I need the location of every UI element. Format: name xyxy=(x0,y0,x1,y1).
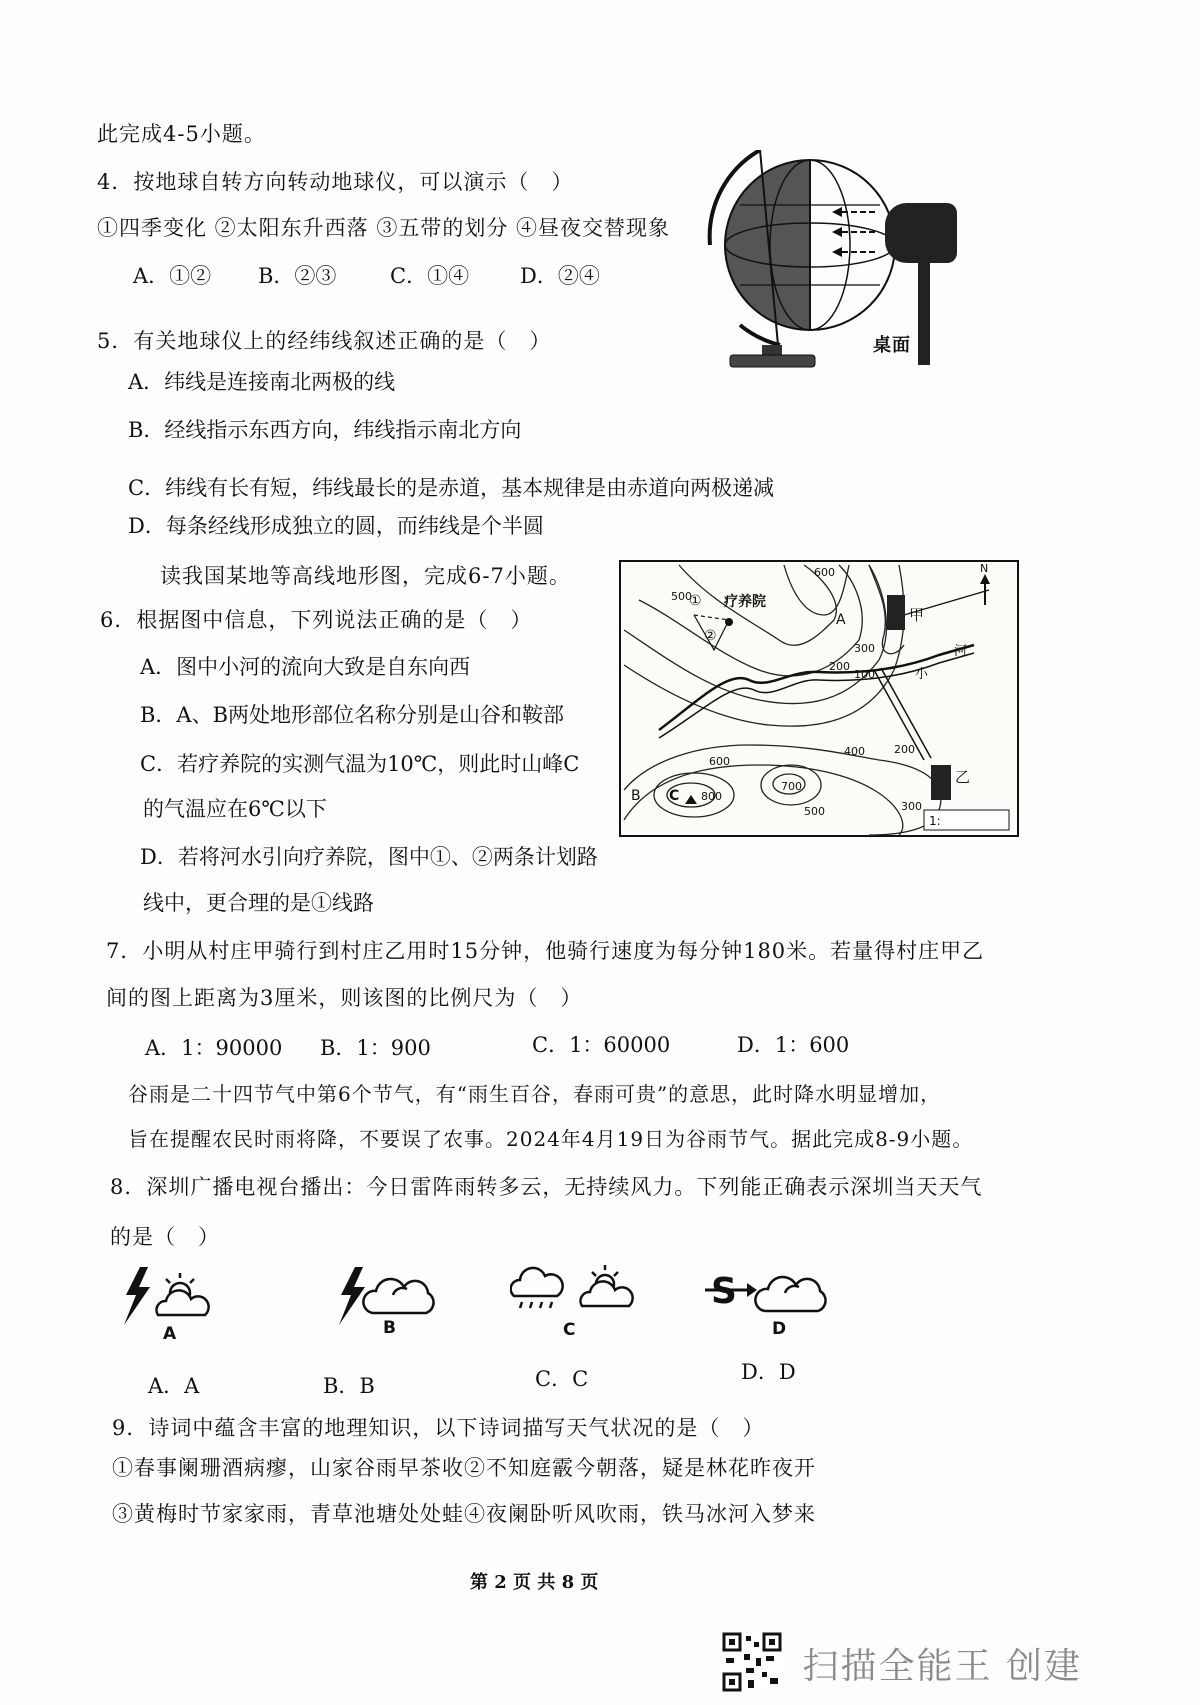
village-yi xyxy=(931,765,951,800)
q7-option-b: B．1：900 xyxy=(320,1036,431,1060)
map-label: N xyxy=(980,562,989,575)
village-jia xyxy=(887,595,905,630)
q6-stem: 6．根据图中信息，下列说法正确的是（ ） xyxy=(100,608,533,632)
map-label: 600 xyxy=(709,755,730,768)
q8-option-b: B．B xyxy=(323,1374,375,1398)
q7-option-a: A．1：90000 xyxy=(145,1036,283,1060)
svg-text:S: S xyxy=(711,1271,737,1312)
map-label: A xyxy=(836,612,846,628)
contour-map xyxy=(619,560,1019,837)
q6-option-b: B．A、B两处地形部位名称分别是山谷和鞍部 xyxy=(140,703,565,727)
map-label: 1: xyxy=(929,814,941,828)
q5-option-b: B．经线指示东西方向，纬线指示南北方向 xyxy=(128,418,522,442)
q8-option-a: A．A xyxy=(148,1374,200,1398)
map-label: 100 xyxy=(854,668,875,681)
wind-icon xyxy=(705,1271,757,1312)
q6-option-d: D．若将河水引向疗养院，图中①、②两条计划路 xyxy=(140,845,598,869)
q6-option-a: A．图中小河的流向大致是自东向西 xyxy=(140,655,471,679)
q7-stem: 7．小明从村庄甲骑行到村庄乙用时15分钟，他骑行速度为每分钟180米。若量得村庄甲乙 xyxy=(106,939,985,963)
q7-option-c: C．1：60000 xyxy=(532,1033,671,1057)
thunder-icon xyxy=(339,1267,365,1325)
rain-icon xyxy=(511,1268,563,1308)
cloud-icon xyxy=(755,1277,825,1311)
thunder-icon xyxy=(124,1267,150,1325)
q7-option-d: D．1：600 xyxy=(737,1033,850,1057)
map-label: C xyxy=(669,788,680,804)
weather-icon-d xyxy=(705,1265,830,1320)
q5-option-d: D．每条经线形成独立的圆，而纬线是个半圆 xyxy=(128,514,544,538)
sun-cloud-icon xyxy=(580,1265,632,1306)
icon-label-d: D xyxy=(772,1319,787,1339)
map-label: 河 xyxy=(954,644,968,659)
q8-stem: 8．深圳广播电视台播出：今日雷阵雨转多云，无持续风力。下列能正确表示深圳当天天气 xyxy=(110,1175,983,1199)
scanner-watermark: 扫描全能王 创建 xyxy=(802,1646,1082,1687)
map-label: 800 xyxy=(701,790,722,803)
map-label: 400 xyxy=(844,745,865,758)
map-label: ① xyxy=(689,593,702,609)
globe-lamp-figure xyxy=(700,150,1020,370)
map-label: 700 xyxy=(781,780,802,793)
intro-8-9-line1: 谷雨是二十四节气中第6个节气，有“雨生百谷，春雨可贵”的意思，此时降水明显增加， xyxy=(128,1082,942,1106)
cloud-icon xyxy=(363,1279,433,1313)
q6-option-d-cont: 线中，更合理的是①线路 xyxy=(143,891,374,915)
weather-icon-c xyxy=(510,1262,640,1322)
q8-option-d: D．D xyxy=(741,1360,796,1384)
q9-stem: 9．诗词中蕴含丰富的地理知识，以下诗词描写天气状况的是（ ） xyxy=(112,1416,765,1440)
q7-stem-cont: 间的图上距离为3厘米，则该图的比例尺为（ ） xyxy=(106,986,583,1010)
desk-label: 桌面 xyxy=(873,335,911,356)
q6-option-c: C．若疗养院的实测气温为10℃，则此时山峰C xyxy=(140,752,580,776)
q6-option-c-cont: 的气温应在6℃以下 xyxy=(143,797,327,821)
q8-option-c: C．C xyxy=(535,1367,589,1391)
map-label: 300 xyxy=(854,642,875,655)
map-label: 200 xyxy=(894,743,915,756)
map-label: 600 xyxy=(814,566,835,579)
page-footer: 第 2 页 共 8 页 xyxy=(470,1572,599,1593)
map-label: 500 xyxy=(671,590,692,603)
map-label: 500 xyxy=(804,805,825,818)
q9-line1: ①春事阑珊酒病瘳，山家谷雨早茶收②不知庭霰今朝落，疑是林花昨夜开 xyxy=(112,1456,816,1480)
map-label: 乙 xyxy=(955,768,971,786)
map-label: 小 xyxy=(915,667,929,682)
weather-icon-a xyxy=(118,1265,228,1330)
icon-label-c: C xyxy=(563,1320,576,1340)
q5-option-a: A．纬线是连接南北两极的线 xyxy=(128,370,396,394)
q4-option-c: C．①④ xyxy=(390,264,470,288)
intro-8-9-line2: 旨在提醒农民时雨将降，不要误了农事。2024年4月19日为谷雨节气。据此完成8-9小题。 xyxy=(128,1127,974,1151)
map-label: B xyxy=(631,788,641,804)
sanatorium-marker xyxy=(725,618,733,626)
icon-label-a: A xyxy=(163,1324,177,1344)
qr-code-icon xyxy=(722,1632,782,1692)
q4-items: ①四季变化 ②太阳东升西落 ③五带的划分 ④昼夜交替现象 xyxy=(97,216,671,240)
map-label: 300 xyxy=(901,800,922,813)
q4-option-a: A．①② xyxy=(133,264,212,288)
map-label: ② xyxy=(704,628,717,644)
intro-4-5: 此完成4-5小题。 xyxy=(97,122,266,146)
q4-option-b: B．②③ xyxy=(258,264,337,288)
sunlight-arrows xyxy=(832,207,875,257)
q8-stem-cont: 的是（ ） xyxy=(110,1225,220,1249)
q5-stem: 5．有关地球仪上的经纬线叙述正确的是（ ） xyxy=(97,329,552,353)
map-label: 200 xyxy=(829,660,850,673)
q4-stem: 4．按地球自转方向转动地球仪，可以演示（ ） xyxy=(97,170,574,194)
intro-6-7: 读我国某地等高线地形图，完成6-7小题。 xyxy=(160,564,571,588)
sun-cloud-icon xyxy=(156,1273,208,1315)
q4-option-d: D．②④ xyxy=(520,264,600,288)
map-label: 甲 xyxy=(909,606,925,624)
globe xyxy=(710,150,895,367)
map-label: 疗养院 xyxy=(724,594,766,610)
q5-option-c: C．纬线有长有短，纬线最长的是赤道，基本规律是由赤道向两极递减 xyxy=(128,476,775,500)
icon-label-b: B xyxy=(383,1318,396,1338)
q9-line2: ③黄梅时节家家雨，青草池塘处处蛙④夜阑卧听风吹雨，铁马冰河入梦来 xyxy=(112,1502,816,1526)
